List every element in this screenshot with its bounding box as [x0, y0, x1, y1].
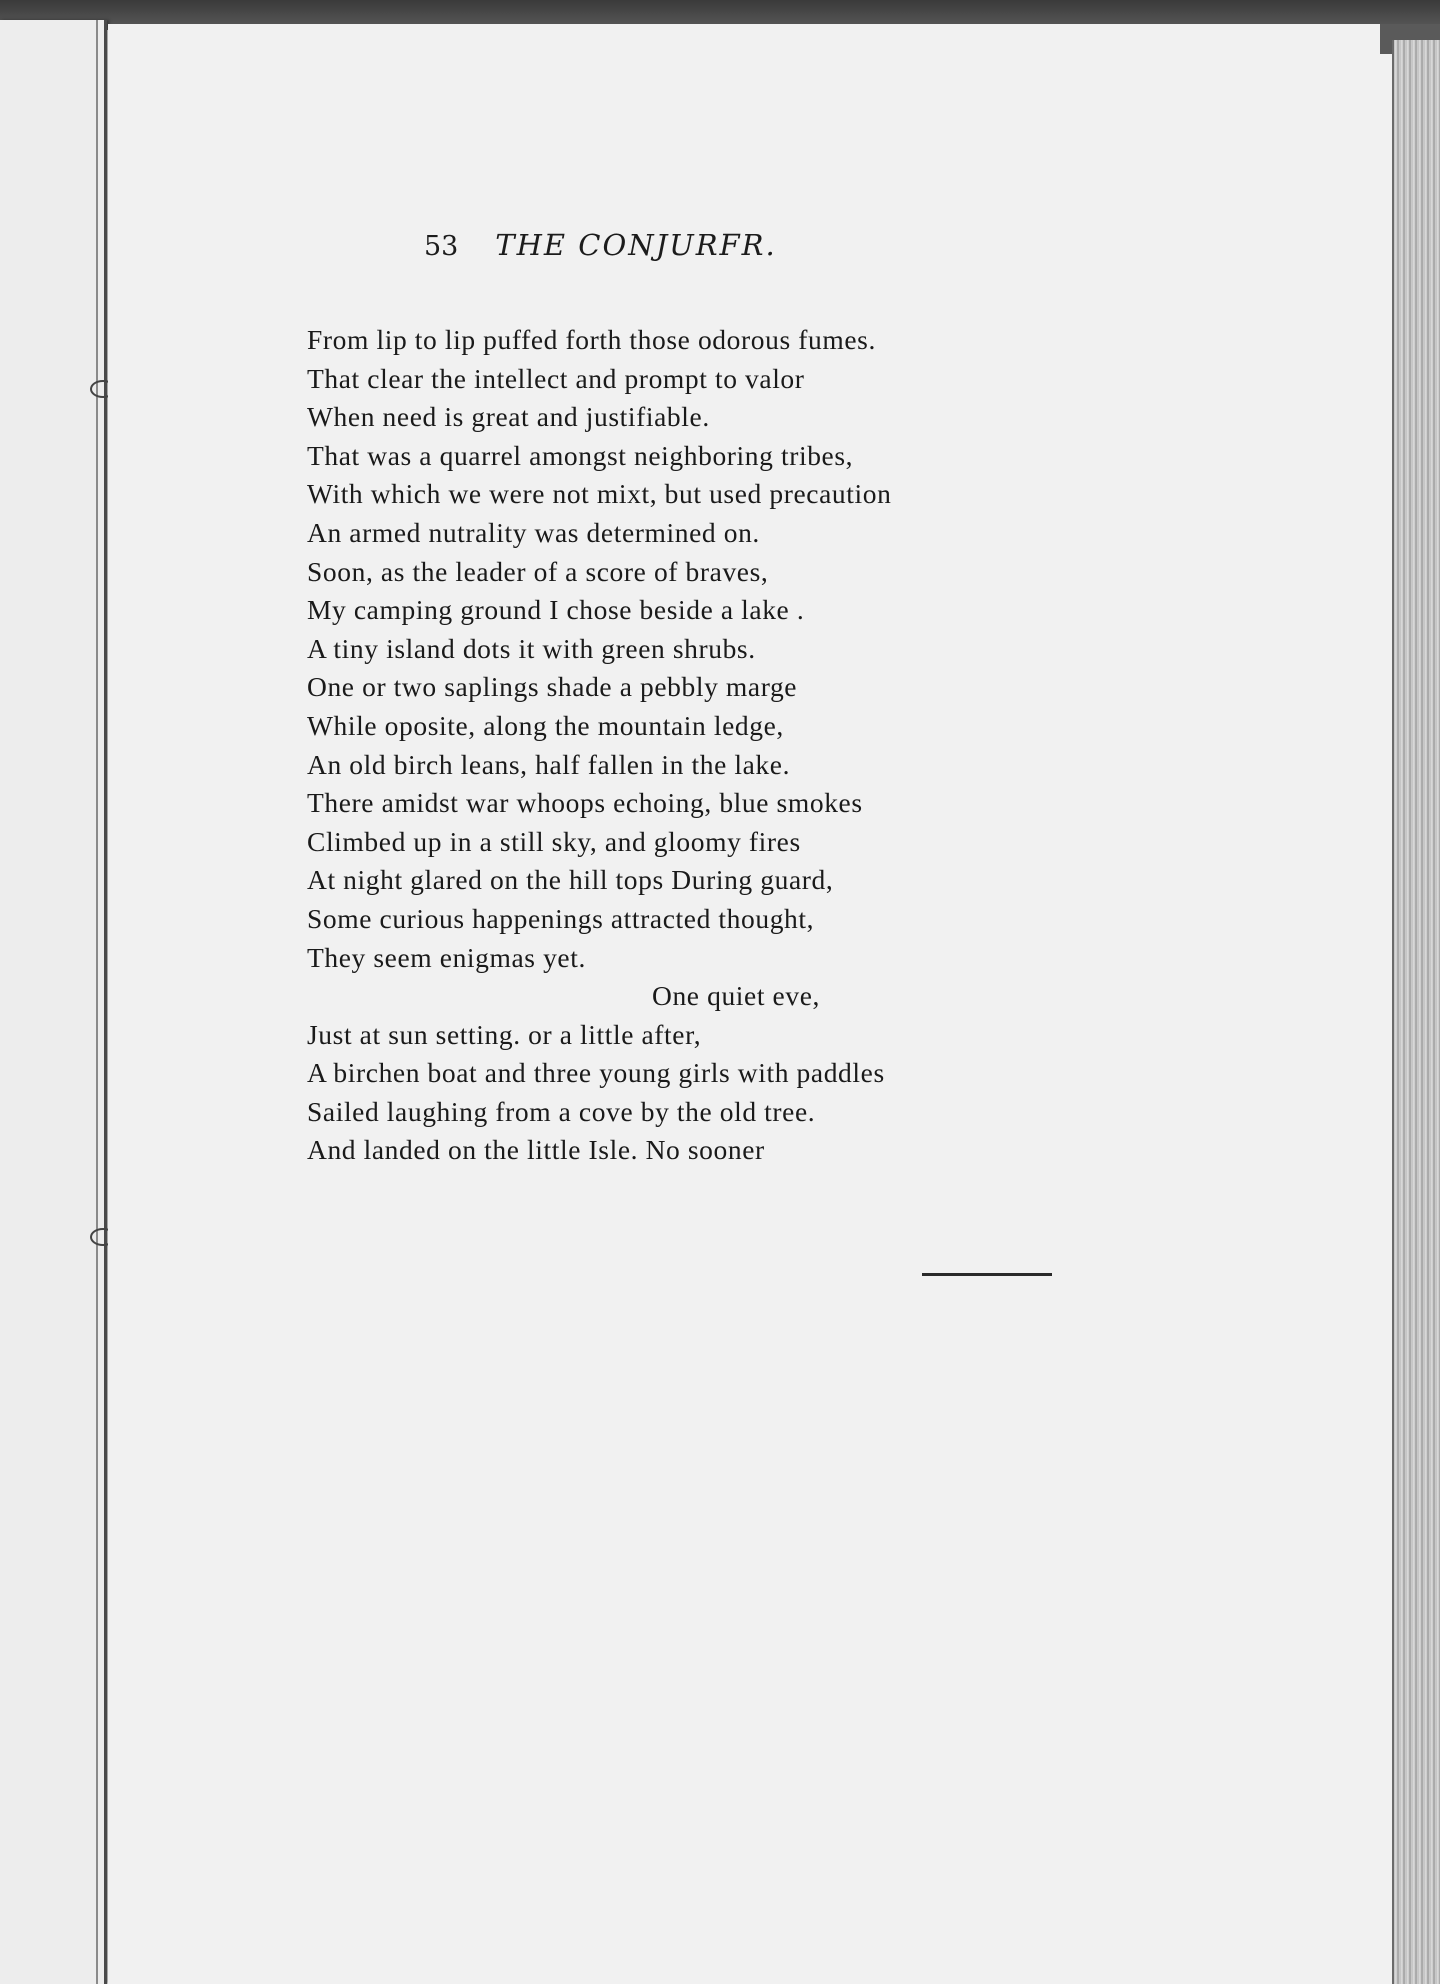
verse-line: Climbed up in a still sky, and gloomy fires — [307, 825, 801, 857]
verse-line: From lip to lip puffed forth those odorous fumes. — [307, 324, 876, 355]
verse-text — [307, 321, 1067, 1170]
verse-line: Just at sun setting. or a little after, — [307, 1018, 702, 1050]
verse-line: My camping ground I chose beside a lake . — [307, 594, 805, 626]
verse-line: Soon, as the leader of a score of braves, — [307, 555, 769, 587]
verse-line: A tiny island dots it with green shrubs. — [307, 632, 756, 664]
verse-line: With which we were not mixt, but used precaution — [307, 478, 892, 510]
page-header — [424, 228, 777, 262]
left-page-edge — [0, 20, 107, 1984]
verse-line: One or two saplings shade a pebbly marge — [307, 671, 798, 703]
verse-line: When need is great and justifiable. — [307, 401, 710, 433]
verse-line: There amidst war whoops echoing, blue smokes — [307, 787, 863, 819]
verse-line: A birchen boat and three young girls with paddles — [307, 1057, 885, 1089]
verse-line: Sailed laughing from a cove by the old tree. — [307, 1095, 816, 1127]
verse-line: An armed nutrality was determined on. — [307, 516, 760, 548]
verse-line: One quiet eve, — [652, 980, 820, 1012]
verse-line: Some curious happenings attracted thought, — [307, 902, 815, 934]
verse-line: At night glared on the hill tops During guard, — [307, 864, 834, 896]
verse-line: And landed on the little Isle. No sooner — [307, 1134, 765, 1166]
running-title: THE CONJURFR. — [495, 228, 777, 262]
verse-line: That clear the intellect and prompt to valor — [307, 362, 805, 394]
section-rule — [922, 1273, 1052, 1276]
verse-line: That was a quarrel amongst neighboring tribes, — [307, 439, 854, 471]
verse-line: An old birch leans, half fallen in the lake. — [307, 748, 791, 780]
binding-gutter — [96, 20, 98, 1984]
page-number: 53 — [424, 231, 459, 262]
verse-line: They seem enigmas yet. — [307, 941, 586, 973]
verse-line: While oposite, along the mountain ledge, — [307, 709, 784, 741]
page-stack-edges — [1392, 40, 1440, 1984]
